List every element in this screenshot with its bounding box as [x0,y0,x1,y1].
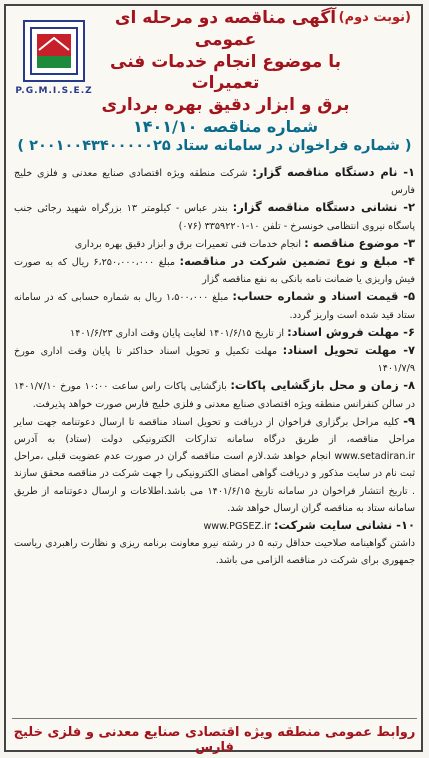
notice-item [14,413,415,517]
notice-item [14,288,415,323]
logo-emblem-icon [23,20,85,82]
company-logo [14,20,94,112]
item-label: ۵- قیمت اسناد و شماره حساب: [232,289,416,304]
item-label: ۹- [403,413,415,428]
item-text: داشتن گواهینامه صلاحیت حداقل رتبه ۵ در رشته نیرو معاونت برنامه ریزی و نظارت راهبردی ریاست جمهوری برای شرکت در مناقصه الزامی می باشد. [14,538,416,567]
item-text: مبلغ ۱،۵۰۰،۰۰۰ ریال به شماره حسابی که در سامانه ستاد قید شده است واریز گردد. [14,292,415,321]
notice-item [14,535,415,569]
item-text: شرکت منطقه ویژه اقتصادی صنایع معدنی و فلزی خلیج فارس [14,168,415,197]
item-label: ۷- مهلت تحویل اسناد: [282,343,416,358]
item-text: انجام خدمات فنی تعمیرات برق و ابزار دقیق بهره برداری [74,238,305,250]
title-line-2: با موضوع انجام خدمات فنی تعمیرات [110,51,341,94]
logo-text: P.G.M.I.S.E.Z [15,86,93,96]
call-number: ( شماره فراخوان در سامانه ستاد ۲۰۰۱۰۰۴۳۴۰۰۰۰۰۲۵ ) [17,138,412,154]
title-line-4: شماره مناقصه ۱۴۰۱/۱۰ [132,116,319,136]
item-text: بازگشایی پاکات راس ساعت ۱۰:۰۰ مورخ ۱۴۰۱/۷/۱۰ در سالن کنفرانس منطقه ویژه اقتصادی صنایع معدنی و فلزی خلیج فارس صورت خواهد پذیرفت. [14,381,415,410]
item-label: ۱- نام دستگاه مناقصه گزار: [252,165,415,179]
notice-item [14,253,415,288]
notice-item [14,342,415,377]
notice-body [14,164,415,570]
item-label: ۳- موضوع مناقصه : [304,235,415,250]
item-label: ۶- مهلت فروش اسناد: [287,324,415,339]
item-text: www.PGSEZ.ir [203,521,274,533]
round-label: (نوبت دوم) [338,10,411,25]
item-text: مهلت تکمیل و تحویل اسناد حداکثر تا پایان وقت اداری مورخ ۱۴۰۱/۷/۹ [14,346,415,375]
item-label: ۴- مبلغ و نوع تضمین شرکت در مناقصه: [179,254,415,269]
item-label: ۲- نشانی دستگاه مناقصه گزار: [232,200,416,215]
item-text: مبلغ ۶،۲۵۰،۰۰۰،۰۰۰ ریال که به صورت فیش واریزی یا ضمانت نامه بانکی به نفع مناقصه گزار [14,257,415,286]
notice-item [14,164,415,199]
item-text: بندر عباس - کیلومتر ۱۳ بزرگراه شهید رجائی جنب پاسگاه نیروی انتظامی خونسرخ - تلفن ۱۰-۳۳۵۹۲۲۰۱ (۰۷۶) [14,203,415,232]
notice-item [14,235,415,253]
title-line-3: برق و ابزار دقیق بهره برداری [101,95,350,115]
footer-signature: روابط عمومی منطقه ویژه اقتصادی صنایع معدنی و فلزی خلیج فارس [12,718,417,755]
notice-item [14,517,415,535]
item-label: ۱۰- نشانی سایت شرکت: [273,518,415,533]
notice-item [14,324,415,342]
item-label: ۸- زمان و محل بازگشایی پاکات: [230,378,416,393]
title-line-1: آگهی مناقصه دو مرحله ای عمومی [114,8,337,50]
notice-title [100,8,351,137]
notice-item [14,377,415,412]
notice-item [14,199,415,234]
item-text: از تاریخ ۱۴۰۱/۶/۱۵ لغایت پایان وقت اداری ۱۴۰۱/۶/۲۳ [70,327,288,339]
notice-header [8,8,421,138]
item-text: کلیه مراحل برگزاری فراخوان از دریافت و تحویل اسناد مناقصه تا ارسال دعوتنامه جهت سایر مراحل مناقصه، از طریق درگاه سامانه تدارکات الکترونیکی دولت (ستاد) به آدرس www.setadiran.ir انجام خواهد شد.لازم است مناقصه گران در صورت عدم عضویت قبلی ،مراحل ثبت نام در سایت مذکور و دریافت گواهی امضای الکترونیکی را جهت شرکت در مناقصه محقق سازند . تاریخ انتشار فراخوان در سامانه تاریخ ۱۴۰۱/۶/۱۵ می باشد.اطلاعات و ارسال دعوتنامه از طریق سامانه ستاد به مناقصه گران ارسال خواهد شد. [14,416,415,514]
